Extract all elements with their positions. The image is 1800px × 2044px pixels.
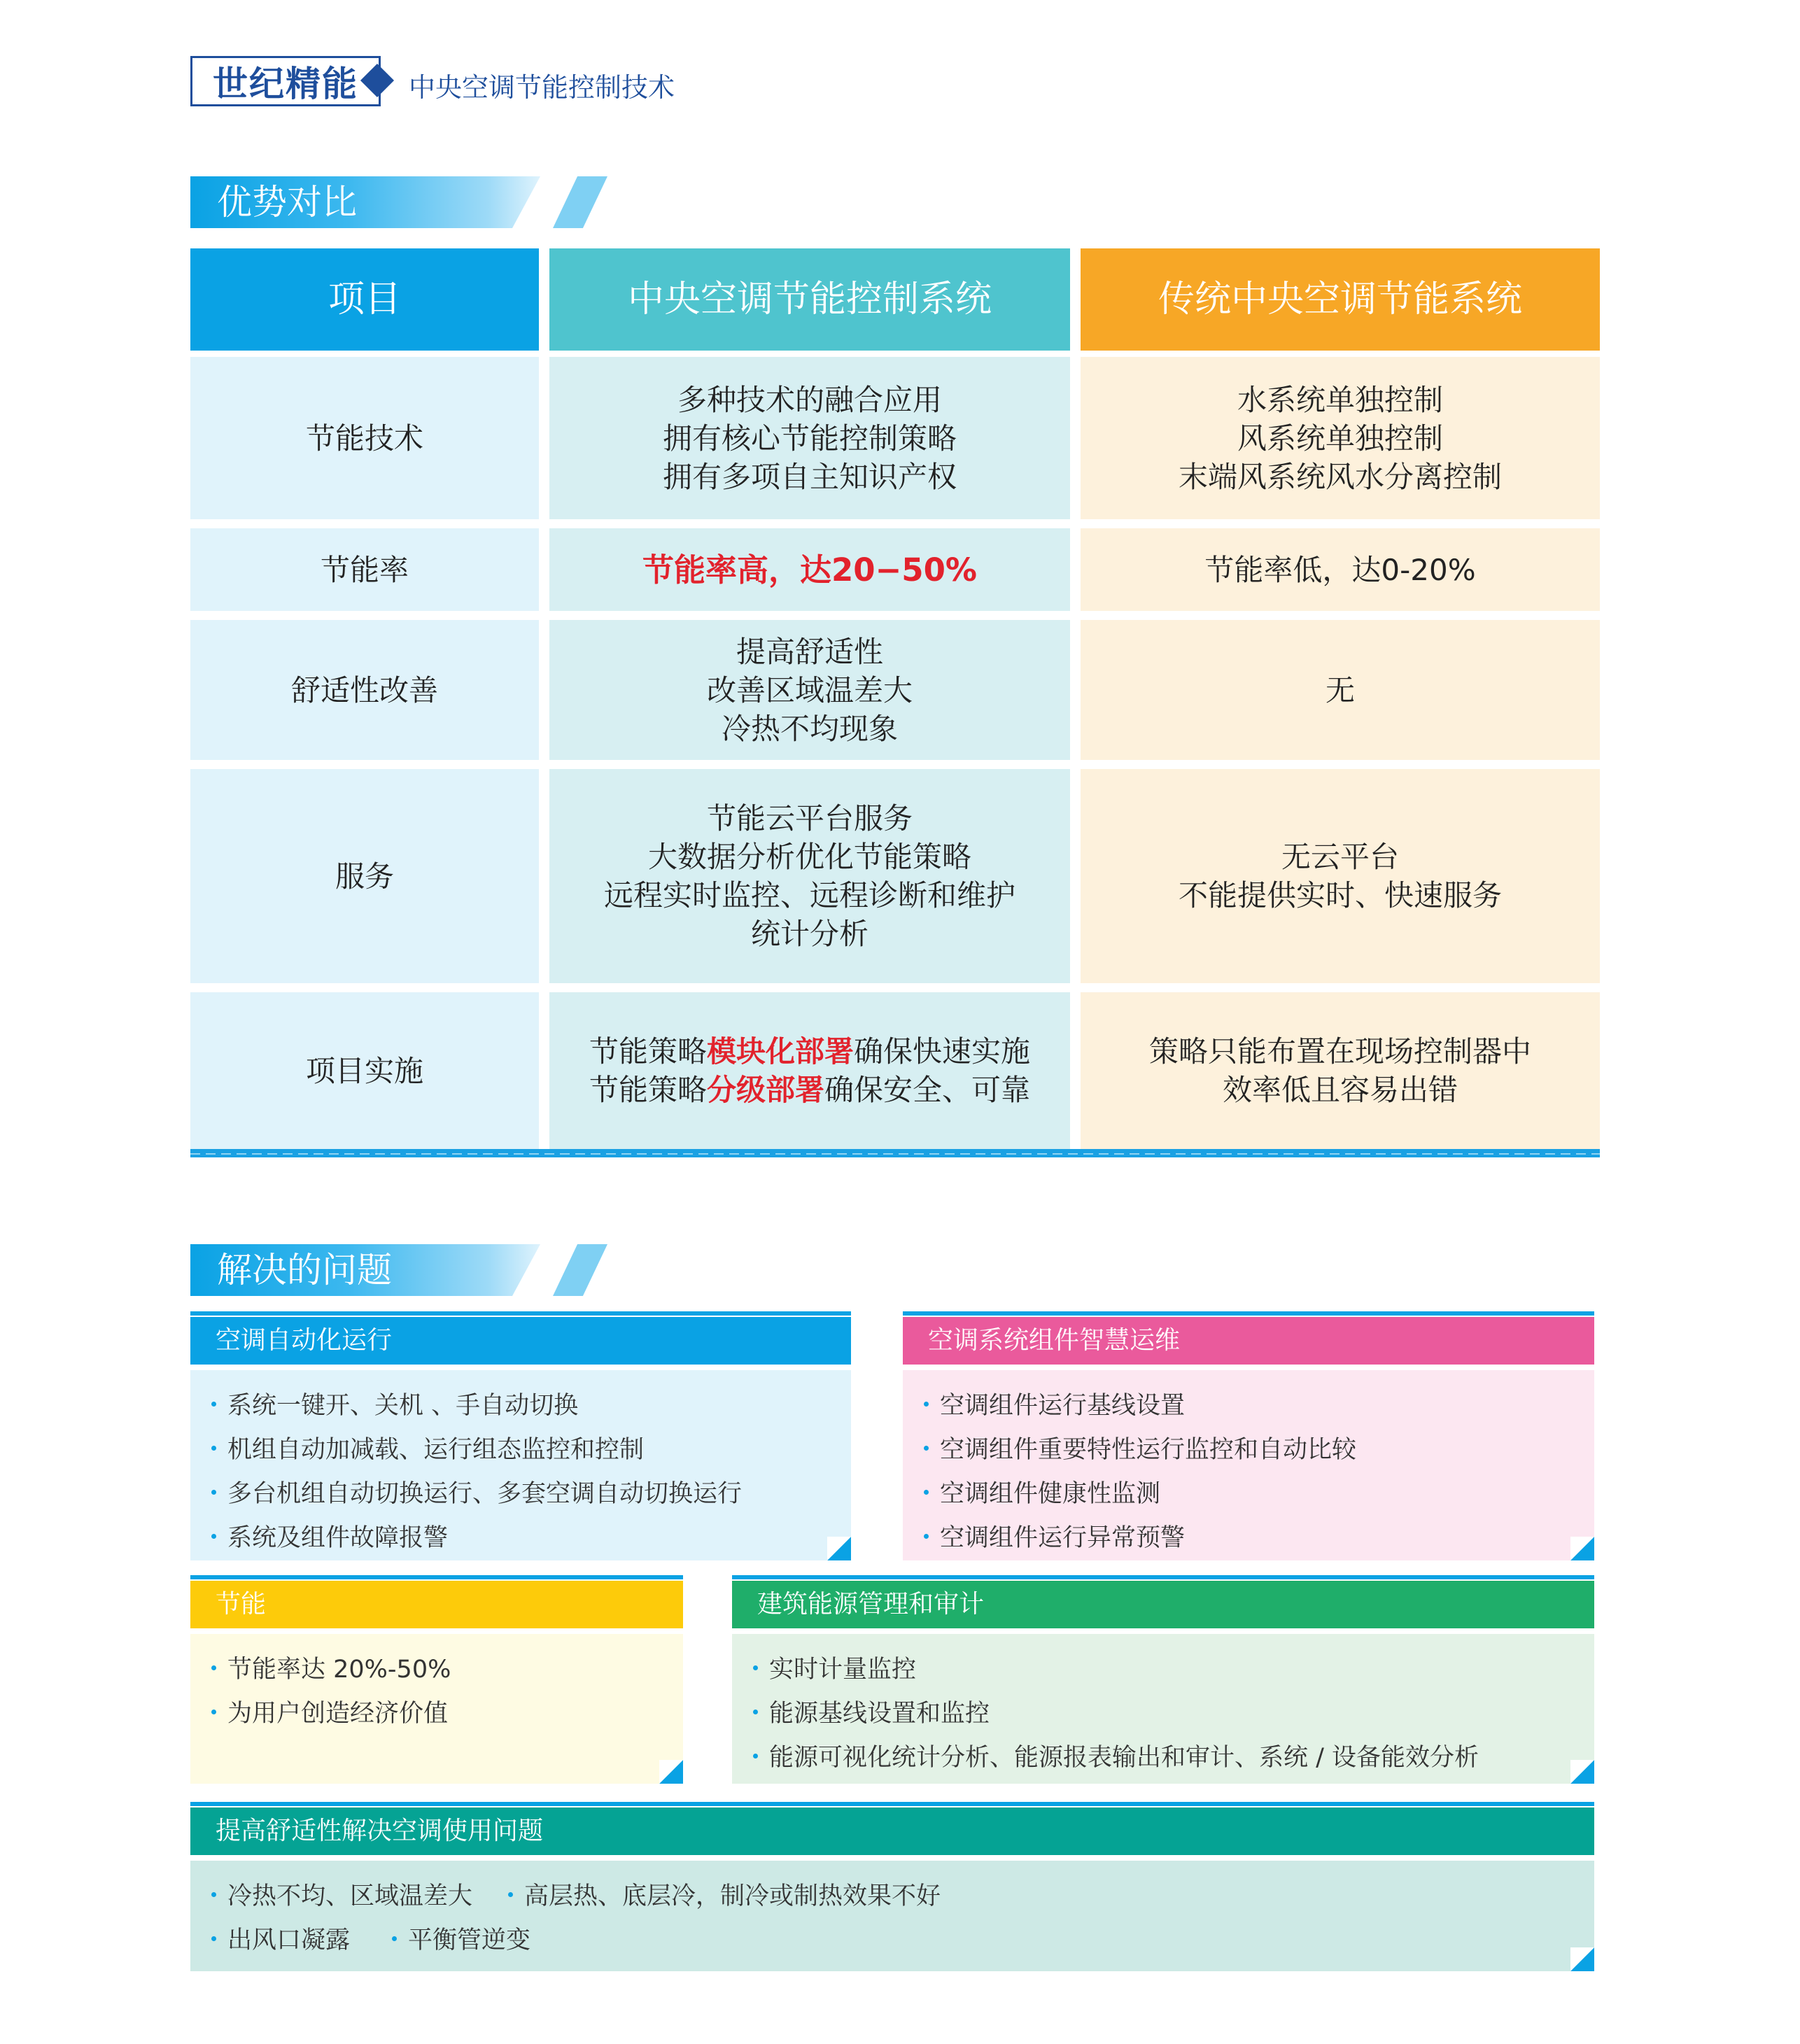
list-item	[211, 1384, 851, 1428]
cell-line: 效率低且容易出错	[1222, 1073, 1458, 1107]
highlight-text: 模块化部署	[706, 1034, 854, 1069]
list-item-row	[211, 1875, 1594, 1919]
cell-line: 无云平台	[1281, 840, 1399, 874]
traditional-cell	[1081, 357, 1600, 519]
traditional-cell	[1081, 992, 1600, 1149]
list-item	[211, 1875, 508, 1919]
box-title: 空调自动化运行	[190, 1317, 851, 1365]
text-segment: 节能策略	[589, 1073, 707, 1107]
list-item-text: 为用户创造经济价值	[227, 1700, 449, 1728]
box-body	[190, 1861, 1594, 1971]
bullet-icon	[924, 1446, 929, 1451]
box-top-line	[190, 1311, 851, 1316]
list-item	[753, 1692, 1594, 1736]
bullet-icon	[211, 1892, 216, 1897]
system-cell	[549, 992, 1070, 1149]
row-label: 节能率	[190, 528, 539, 611]
list-item	[924, 1516, 1594, 1560]
cell-line: 节能率低，达0-20%	[1204, 552, 1476, 587]
list-item	[211, 1648, 683, 1692]
bullet-icon	[211, 1936, 216, 1941]
list-item	[924, 1472, 1594, 1516]
list-item	[211, 1472, 851, 1516]
list-item	[211, 1516, 851, 1560]
list-item-text: 能源基线设置和监控	[769, 1700, 990, 1728]
list-item	[753, 1736, 1594, 1780]
list-item-text: 高层热、底层冷，制冷或制热效果不好	[524, 1882, 941, 1910]
cell-line	[589, 1071, 1030, 1109]
bullet-icon	[753, 1710, 758, 1714]
cell-line: 远程实时监控、远程诊断和维护	[603, 878, 1015, 912]
cell-line: 拥有核心节能控制策略	[662, 421, 957, 456]
row-label: 节能技术	[190, 357, 539, 519]
bullet-icon	[753, 1754, 758, 1758]
list-item	[924, 1428, 1594, 1472]
row-label: 舒适性改善	[190, 620, 539, 760]
system-cell	[549, 769, 1070, 983]
list-item-text: 多台机组自动切换运行、多套空调自动切换运行	[227, 1480, 743, 1508]
problem-box-energy-saving	[190, 1575, 683, 1784]
cell-line: 风系统单独控制	[1237, 421, 1443, 456]
cell-line: 水系统单独控制	[1237, 382, 1443, 417]
cell-line: 大数据分析优化节能策略	[647, 840, 971, 874]
box-top-line	[190, 1575, 683, 1579]
cell-line: 拥有多项自主知识产权	[662, 459, 957, 494]
brand-logo: 世纪精能	[190, 56, 381, 106]
cell-line: 统计分析	[750, 917, 869, 951]
list-item-text: 空调组件运行基线设置	[940, 1392, 1186, 1420]
bullet-icon	[508, 1892, 513, 1897]
box-title: 建筑能源管理和审计	[732, 1581, 1594, 1628]
problem-box-automation	[190, 1311, 851, 1560]
column-header-system: 中央空调节能控制系统	[549, 248, 1070, 351]
list-item-text: 出风口凝露	[227, 1926, 351, 1954]
problem-box-maintenance	[903, 1311, 1594, 1560]
box-top-line	[903, 1311, 1594, 1316]
list-item-text: 空调组件健康性监测	[940, 1480, 1161, 1508]
system-cell	[549, 528, 1070, 611]
list-item-text: 能源可视化统计分析、能源报表输出和审计、系统 / 设备能效分析	[769, 1744, 1479, 1772]
problem-box-energy-management	[732, 1575, 1594, 1784]
list-item-text: 实时计量监控	[769, 1656, 917, 1684]
bullet-icon	[211, 1534, 216, 1539]
box-top-line	[732, 1575, 1594, 1579]
box-title: 空调系统组件智慧运维	[903, 1317, 1594, 1365]
banner-stripe-decoration	[553, 1244, 607, 1296]
list-item-text: 系统一键开、关机 、手自动切换	[227, 1392, 579, 1420]
box-body	[190, 1370, 851, 1560]
list-item	[211, 1692, 683, 1736]
row-label: 服务	[190, 769, 539, 983]
list-item-row	[211, 1919, 1594, 1963]
bullet-icon	[211, 1446, 216, 1451]
list-item	[753, 1648, 1594, 1692]
list-item	[508, 1882, 941, 1910]
highlight-text: 节能率高，达20−50%	[642, 551, 978, 588]
cell-line: 末端风系统风水分离控制	[1178, 459, 1502, 494]
banner-stripe-decoration	[553, 176, 607, 228]
cell-line: 提高舒适性	[736, 634, 883, 669]
list-item-text: 空调组件重要特性运行监控和自动比较	[940, 1436, 1357, 1464]
cell-line: 策略只能布置在现场控制器中	[1148, 1034, 1531, 1069]
bullet-icon	[211, 1710, 216, 1714]
bullet-icon	[211, 1665, 216, 1670]
column-header-item: 项目	[190, 248, 539, 351]
cell-line: 不能提供实时、快速服务	[1178, 878, 1502, 912]
section-title-problems: 解决的问题	[217, 1250, 392, 1290]
cell-line: 改善区域温差大	[706, 672, 913, 707]
bullet-icon	[211, 1402, 216, 1407]
section-title-comparison: 优势对比	[217, 182, 357, 223]
system-cell	[549, 620, 1070, 760]
traditional-cell	[1081, 620, 1600, 760]
traditional-cell	[1081, 528, 1600, 611]
traditional-cell	[1081, 769, 1600, 983]
list-item-text: 空调组件运行异常预警	[940, 1524, 1186, 1552]
list-item-text: 冷热不均、区域温差大	[227, 1882, 473, 1910]
box-body	[903, 1370, 1594, 1560]
brand-tagline: 中央空调节能控制技术	[409, 72, 675, 103]
list-item-text: 系统及组件故障报警	[227, 1524, 449, 1552]
list-item	[392, 1926, 530, 1954]
box-body	[190, 1634, 683, 1784]
box-body	[732, 1634, 1594, 1784]
cell-line: 冷热不均现象	[721, 711, 898, 746]
text-segment: 节能策略	[589, 1034, 707, 1069]
problem-box-comfort	[190, 1802, 1594, 1971]
system-cell	[549, 357, 1070, 519]
box-title: 节能	[190, 1581, 683, 1628]
bullet-icon	[392, 1936, 397, 1941]
bullet-icon	[753, 1665, 758, 1670]
bullet-icon	[211, 1490, 216, 1495]
text-segment: 确保安全、可靠	[824, 1073, 1031, 1107]
cell-line: 无	[1325, 672, 1355, 707]
cell-line: 多种技术的融合应用	[677, 382, 942, 417]
list-item	[211, 1919, 392, 1963]
box-top-line	[190, 1802, 1594, 1806]
highlight-text: 分级部署	[706, 1073, 824, 1107]
table-bottom-dashes	[190, 1153, 1600, 1155]
list-item	[924, 1384, 1594, 1428]
bullet-icon	[924, 1534, 929, 1539]
box-title: 提高舒适性解决空调使用问题	[190, 1807, 1594, 1855]
column-header-traditional: 传统中央空调节能系统	[1081, 248, 1600, 351]
cell-line: 节能云平台服务	[706, 801, 913, 836]
list-item-text: 机组自动加减载、运行组态监控和控制	[227, 1436, 645, 1464]
list-item	[211, 1428, 851, 1472]
list-item-text: 节能率达 20%-50%	[227, 1656, 451, 1684]
cell-line	[589, 1032, 1030, 1071]
row-label: 项目实施	[190, 992, 539, 1149]
bullet-icon	[924, 1402, 929, 1407]
list-item-text: 平衡管逆变	[408, 1926, 531, 1954]
text-segment: 确保快速实施	[854, 1034, 1031, 1069]
bullet-icon	[924, 1490, 929, 1495]
